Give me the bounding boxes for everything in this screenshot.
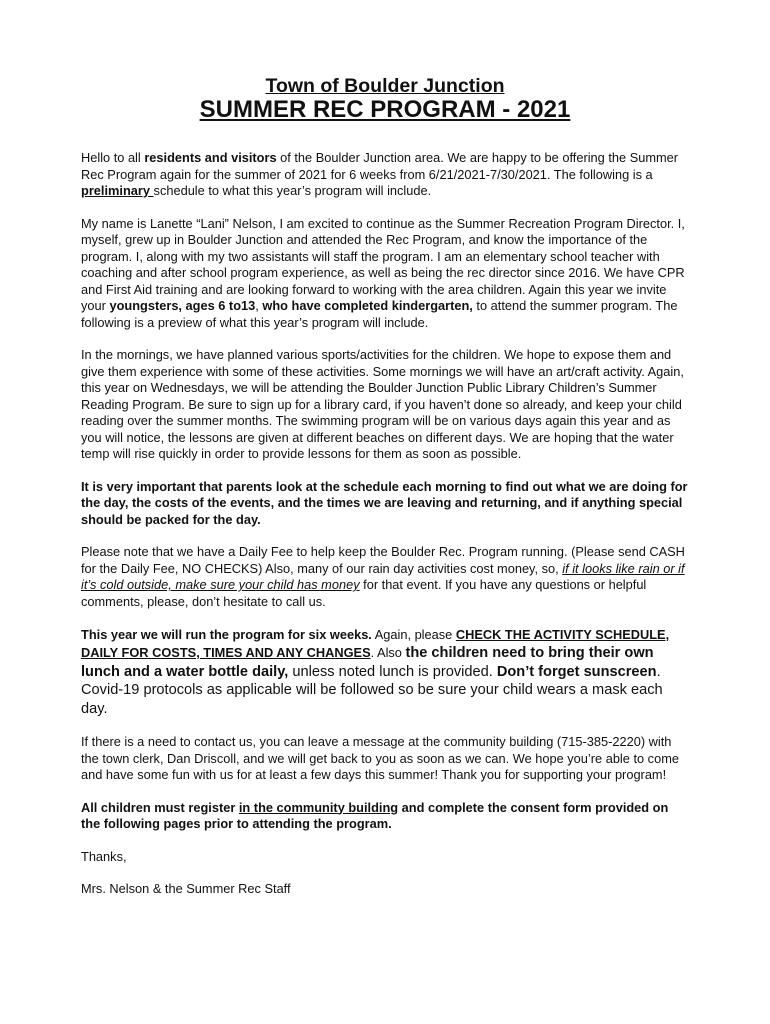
text-run: Please note that we have a Daily Fee to help keep the Boulder Rec. Program running. (Please send CASH for the Daily Fee, NO CHECKS) Also, many of our rain day activities cost money, so, xyxy=(81,544,685,576)
italic-underlined-text: if it looks like rain or if it’s cold outside, make sure your child has money xyxy=(81,560,685,592)
bold-text: the children need to bring their own lunch and a water bottle daily, xyxy=(81,645,654,680)
text-run: Hello to all xyxy=(81,150,145,165)
text-run: Again, please xyxy=(371,627,456,642)
text-run: . Also xyxy=(370,645,406,660)
text-run: of the Boulder Junction area. We are happy to be offering the Summer Rec Program again for the summer of 2021 for 6 weeks from 6/21/2021-7/30/2021. The following is a xyxy=(81,150,679,182)
activities-paragraph: In the mornings, we have planned various sports/activities for the children. We hope to expose them and give them experience with some of these activities. Some mornings we will have an art/craft activity. Again, this year on Wednesdays, we will be attending the Boulder Junction Public Library Children’s Summer Reading Program. Be sure to sign up for a library card, if you haven’t done so already, and keep your child reading over the summer months. The swimming program will be on various days again this year and as you will notice, the lessons are given at different beaches on different days. We are hoping that the water temp will rise quickly in order to provide lessons for them as soon as possible. xyxy=(81,347,684,461)
program-title: SUMMER REC PROGRAM - 2021 xyxy=(199,96,571,123)
six-weeks-paragraph xyxy=(81,626,689,718)
text-run: to attend the summer program. The following is a preview of what this year’s program will include. xyxy=(81,298,678,330)
text-run: . Covid-19 protocols as applicable will be followed so be sure your child wears a mask each day. xyxy=(81,663,663,717)
bold-text: Don’t forget sunscreen xyxy=(496,663,657,680)
text-run: , xyxy=(255,298,263,313)
director-paragraph xyxy=(81,216,689,332)
schedule-notice-paragraph xyxy=(81,479,689,529)
bold-text: who have completed kindergarten, xyxy=(262,298,473,313)
bold-text: youngsters, ages 6 to13 xyxy=(109,298,256,313)
bold-text: This year we will run the program for six weeks. xyxy=(81,627,372,642)
underlined-bold-text: in the community building xyxy=(238,799,399,815)
bold-text: and complete the consent form provided on the following pages prior to attending the program. xyxy=(81,799,669,831)
text-run: unless noted lunch is provided. xyxy=(288,663,497,680)
text-run: for that event. If you have any questions or helpful comments, please, don’t hesitate to call us. xyxy=(81,577,647,609)
contact-paragraph: If there is a need to contact us, you can leave a message at the community building (715-385-2220) with the town clerk, Dan Driscoll, and we will get back to you as soon as we can. We hope you’re able to come and have some fun with us for at least a few days this summer! Thank you for supporting your program! xyxy=(81,734,679,782)
text-run: My name is Lanette “Lani” Nelson, I am excited to continue as the Summer Recreation Program Director. I, myself, grew up in Boulder Junction and attended the Rec Program, and know the importance of the program. I, along with my two assistants will staff the program. I am an elementary school teacher with coaching and after school program experience, as well as being the rec director since 2016. We have CPR and First Aid training and are looking forward to working with the area children. Again this year we invite your xyxy=(81,215,685,313)
registration-paragraph xyxy=(81,800,689,833)
text-run: schedule to what this year’s program will include. xyxy=(153,183,432,198)
closing-line: Thanks, xyxy=(81,848,127,864)
bold-text: All children must register xyxy=(81,799,239,815)
signature-line: Mrs. Nelson & the Summer Rec Staff xyxy=(81,881,291,896)
underlined-bold-text: preliminary xyxy=(81,183,154,198)
underlined-bold-text: CHECK THE ACTIVITY SCHEDULE, DAILY FOR COSTS, TIMES AND ANY CHANGES xyxy=(81,627,670,660)
bold-text: It is very important that parents look at the schedule each morning to find out what we are doing for the day, the costs of the events, and the times we are leaving and returning, and if anything special should be packed for the day. xyxy=(81,478,688,527)
daily-fee-paragraph xyxy=(81,544,689,610)
bold-text: residents and visitors xyxy=(144,150,277,165)
town-title: Town of Boulder Junction xyxy=(265,75,505,97)
letter-body xyxy=(81,150,689,914)
intro-paragraph xyxy=(81,150,689,200)
